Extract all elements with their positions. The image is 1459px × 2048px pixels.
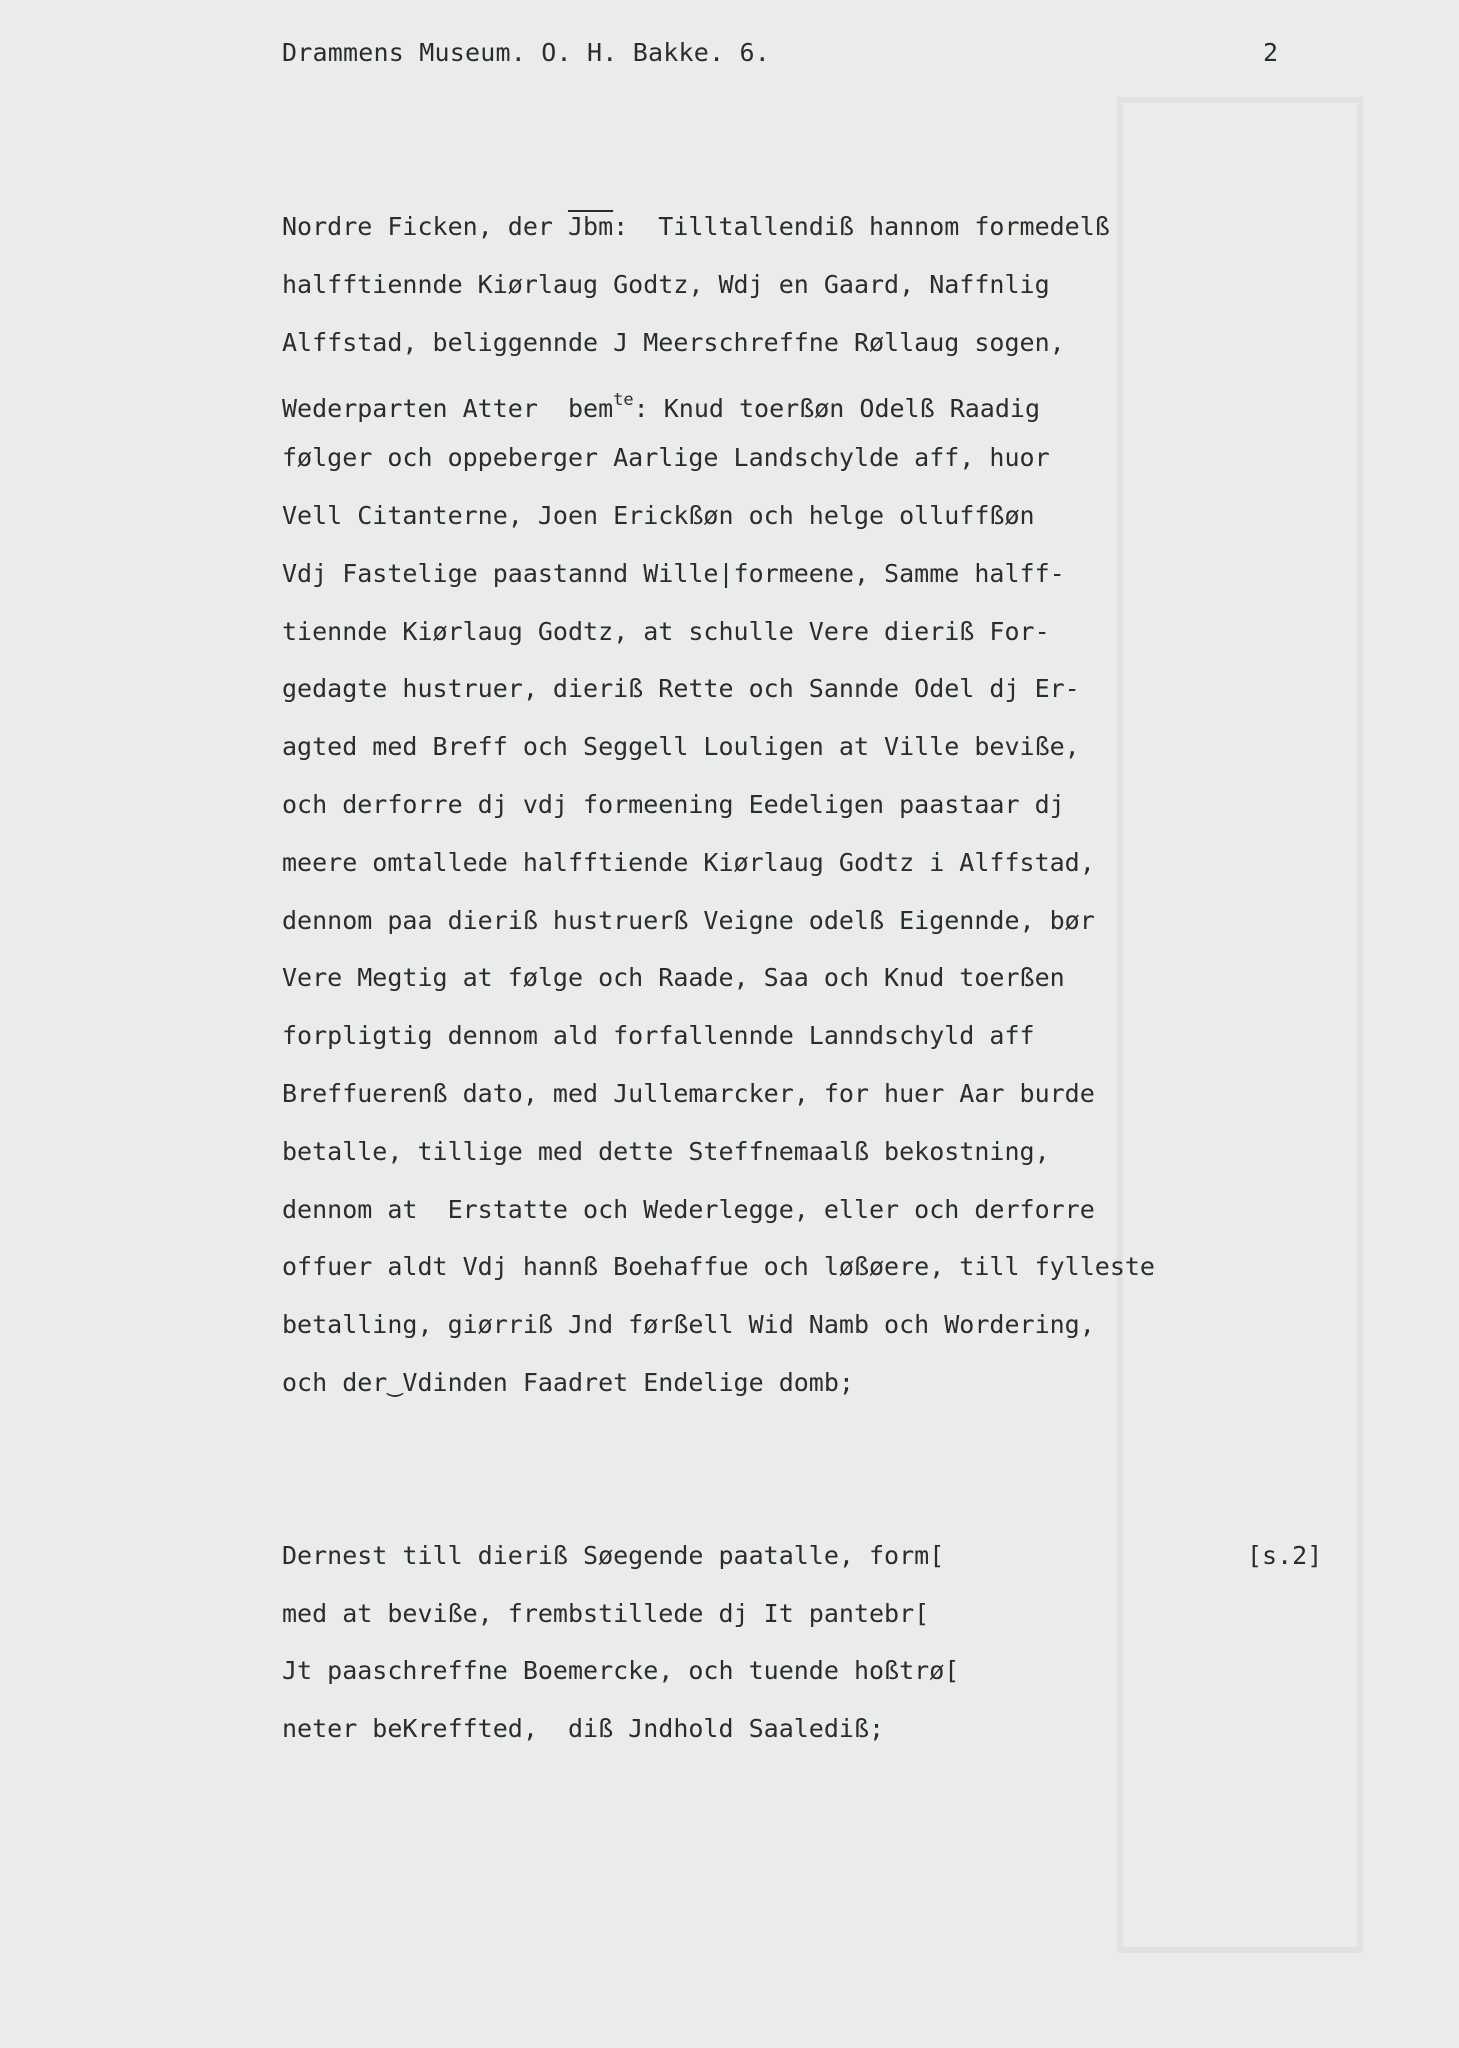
text-line: Alffstad, beliggennde J Meerschreffne Røllaug sogen, [282,327,1065,357]
text-line: gedagte hustruer, dieriß Rette och Sannde Odel dj Er- [282,674,1080,704]
text-line: dennom paa dieriß hustruerß Veigne odelß Eigennde, bør [282,905,1095,935]
text-line [282,385,1040,424]
text-line: meere omtallede halfftiende Kiørlaug Godtz i Alffstad, [282,847,1095,877]
abbreviation: $\overline{Jbm}$ [567,212,614,241]
text-line: betalling, giørriß Jnd førßell Wid Namb och Wordering, [282,1310,1095,1340]
text-line: och derforre dj vdj formeening Eedeligen paastaar dj [282,790,1065,819]
text-line: Vell Citanterne, Joen Erickßøn och helge olluffßøn [282,501,1035,530]
text-line: agted med Breff och Seggell Louligen at Ville beviße, [282,732,1080,762]
document-header: Drammens Museum. O. H. Bakke. 6. [282,38,771,67]
text-segment: : Knud toerßøn Odelß Raadig [633,394,1041,424]
page-number: 2 [1263,38,1279,67]
text-segment: : Tilltallendiß hannom formedelß [613,212,1110,241]
text-line: och der‿Vdinden Faadret Endelige domb; [282,1368,854,1397]
text-segment: Nordre Ficken, der [282,212,568,241]
side-note: [s.2] [1247,1541,1323,1570]
superscript: te [613,390,634,411]
text-line: tiennde Kiørlaug Godtz, at schulle Vere dieriß For- [282,616,1050,646]
text-line: Breffuerenß dato, med Jullemarcker, for huer Aar burde [282,1079,1095,1108]
watermark-stamp [1060,20,1420,2020]
text-line: offuer aldt Vdj hannß Boehaffue och løßøere, till fylleste [282,1252,1155,1282]
text-line: følger och oppeberger Aarlige Landschylde aff, huor [282,443,1050,473]
text-segment: Wederparten Atter bem [282,394,614,424]
text-line: Vdj Fastelige paastannd Wille|formeene, Samme halff- [282,558,1065,588]
text-line: Jt paaschreffne Boemercke, och tuende hoßtrø[ [282,1656,960,1685]
text-line: dennom at Erstatte och Wederlegge, eller och derforre [282,1194,1095,1224]
text-line: neter beKreffted, diß Jndhold Saalediß; [282,1713,885,1743]
text-line: betalle, tillige med dette Steffnemaalß bekostning, [282,1136,1050,1166]
text-line [282,212,1110,242]
text-line: med at beviße, frembstillede dj It pantebr[ [282,1598,930,1628]
text-line: halfftiennde Kiørlaug Godtz, Wdj en Gaard, Naffnlig [282,269,1050,299]
text-line: Dernest till dieriß Søegende paatalle, form[ [282,1541,945,1570]
text-line: forpligtig dennom ald forfallennde Lanndschyld aff [282,1021,1035,1051]
text-line: Vere Megtig at følge och Raade, Saa och Knud toerßen [282,963,1065,993]
